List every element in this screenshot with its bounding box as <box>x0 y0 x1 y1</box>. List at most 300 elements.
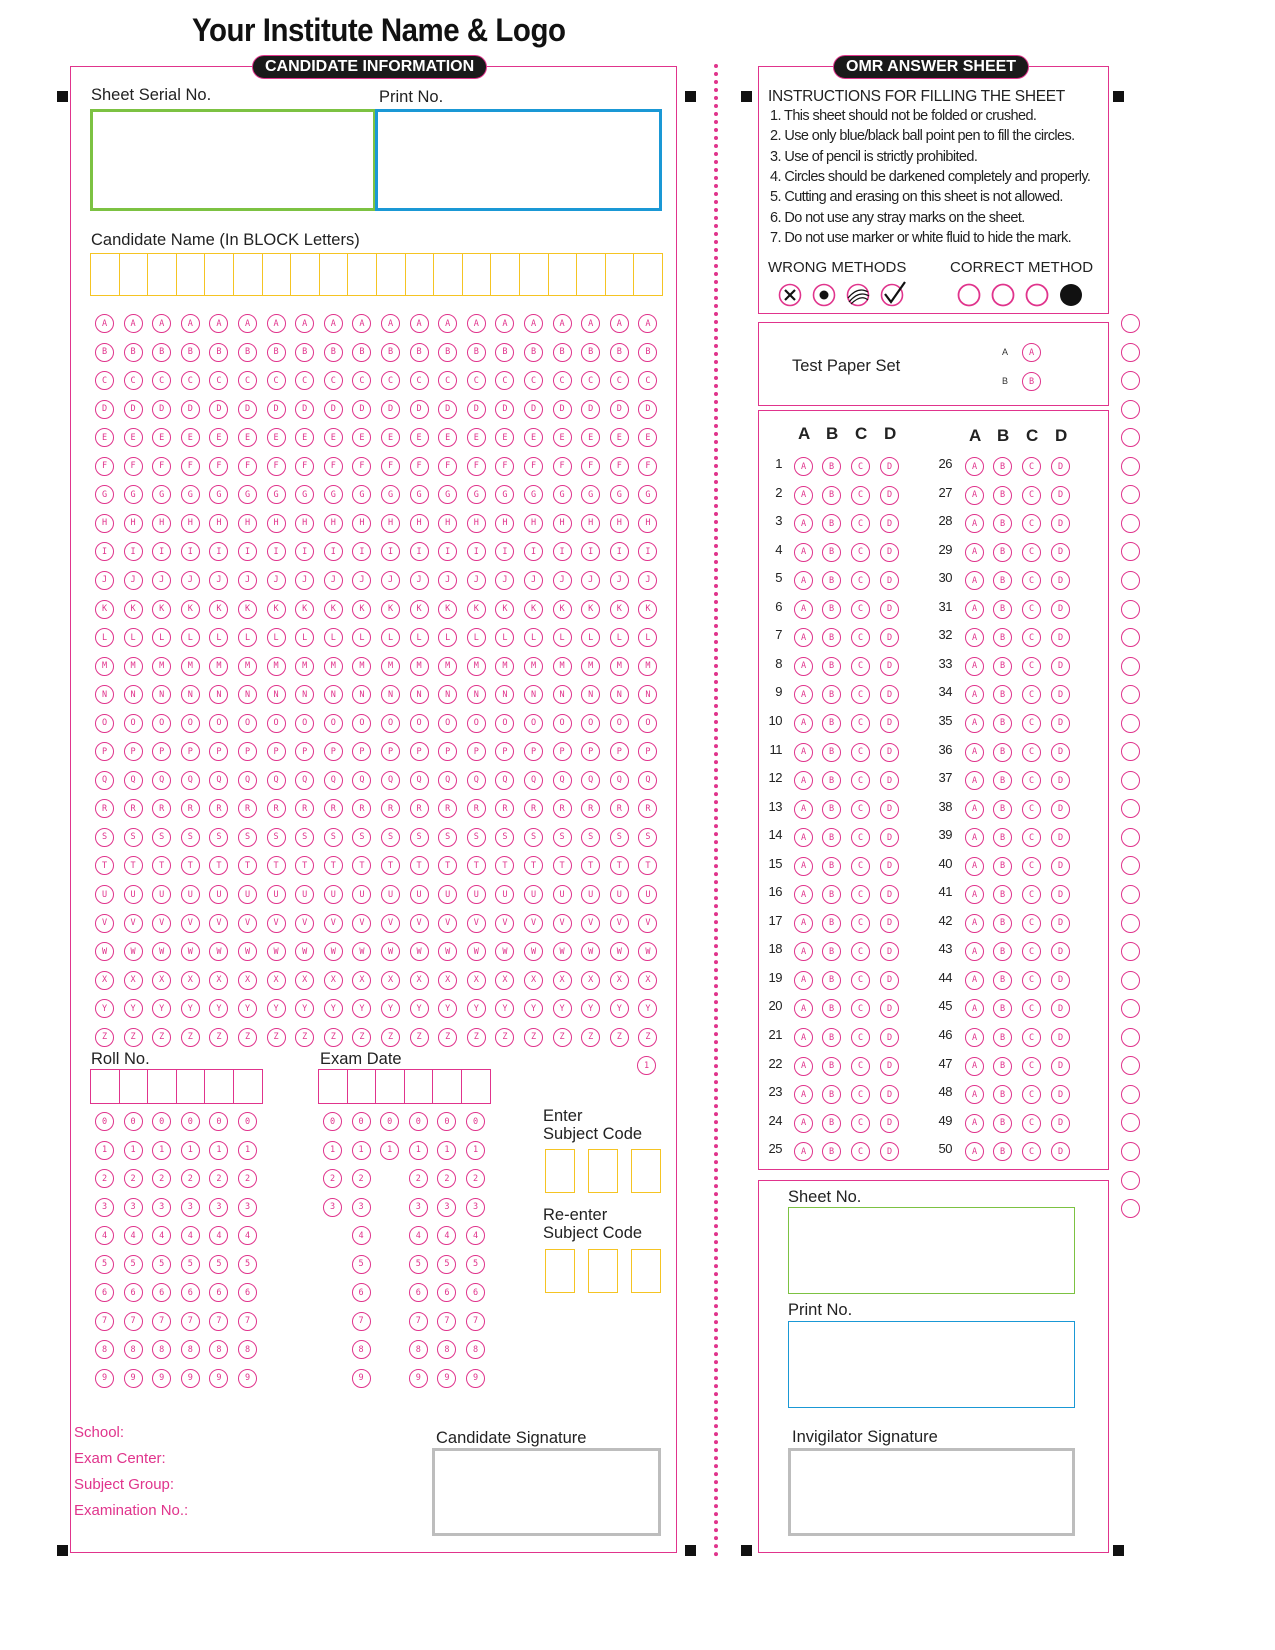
answer-bubble[interactable]: C <box>851 828 870 847</box>
name-bubble[interactable]: U <box>152 885 171 904</box>
name-bubble[interactable]: M <box>438 657 457 676</box>
date-bubble[interactable]: 9 <box>352 1369 371 1388</box>
subject-code-box[interactable] <box>588 1149 618 1193</box>
name-bubble[interactable]: Y <box>495 999 514 1018</box>
name-bubble[interactable]: M <box>553 657 572 676</box>
name-bubble[interactable]: B <box>381 343 400 362</box>
answer-bubble[interactable]: A <box>794 828 813 847</box>
name-bubble[interactable]: W <box>467 942 486 961</box>
name-bubble[interactable]: C <box>467 371 486 390</box>
name-bubble[interactable]: V <box>324 914 343 933</box>
date-bubble[interactable]: 9 <box>437 1369 456 1388</box>
answer-bubble[interactable]: B <box>993 1085 1012 1104</box>
answer-bubble[interactable]: A <box>794 571 813 590</box>
name-bubble[interactable]: X <box>410 971 429 990</box>
name-bubble[interactable]: A <box>638 314 657 333</box>
answer-bubble[interactable]: C <box>851 999 870 1018</box>
date-bubble[interactable]: 4 <box>409 1226 428 1245</box>
name-bubble[interactable]: J <box>152 571 171 590</box>
name-bubble[interactable]: F <box>495 457 514 476</box>
name-bubble[interactable]: E <box>152 428 171 447</box>
answer-bubble[interactable]: C <box>1022 1142 1041 1161</box>
date-bubble[interactable]: 8 <box>409 1340 428 1359</box>
name-bubble[interactable]: R <box>124 799 143 818</box>
answer-bubble[interactable]: A <box>794 486 813 505</box>
name-bubble[interactable]: O <box>495 714 514 733</box>
answer-bubble[interactable]: D <box>1051 685 1070 704</box>
roll-bubble[interactable]: 6 <box>124 1283 143 1302</box>
roll-bubble[interactable]: 7 <box>181 1312 200 1331</box>
name-bubble[interactable]: U <box>267 885 286 904</box>
name-letter-box[interactable] <box>262 253 292 296</box>
name-bubble[interactable]: F <box>352 457 371 476</box>
answer-bubble[interactable]: B <box>822 1142 841 1161</box>
roll-bubble[interactable]: 2 <box>152 1169 171 1188</box>
name-bubble[interactable]: H <box>495 514 514 533</box>
name-bubble[interactable]: B <box>352 343 371 362</box>
name-bubble[interactable]: V <box>238 914 257 933</box>
date-bubble[interactable]: 4 <box>437 1226 456 1245</box>
answer-bubble[interactable]: B <box>993 1028 1012 1047</box>
name-bubble[interactable]: L <box>352 628 371 647</box>
date-bubble[interactable]: 8 <box>466 1340 485 1359</box>
name-bubble[interactable]: D <box>495 400 514 419</box>
name-bubble[interactable]: B <box>324 343 343 362</box>
name-bubble[interactable]: L <box>152 628 171 647</box>
name-bubble[interactable]: O <box>209 714 228 733</box>
name-bubble[interactable]: M <box>581 657 600 676</box>
name-bubble[interactable]: T <box>209 856 228 875</box>
name-bubble[interactable]: Q <box>95 771 114 790</box>
date-bubble[interactable]: 1 <box>323 1141 342 1160</box>
name-bubble[interactable]: N <box>209 685 228 704</box>
roll-bubble[interactable]: 0 <box>124 1112 143 1131</box>
name-bubble[interactable]: R <box>295 799 314 818</box>
answer-bubble[interactable]: D <box>1051 543 1070 562</box>
roll-digit-box[interactable] <box>176 1069 206 1104</box>
answer-bubble[interactable]: C <box>1022 771 1041 790</box>
roll-bubble[interactable]: 2 <box>95 1169 114 1188</box>
name-bubble[interactable]: T <box>381 856 400 875</box>
roll-digit-box[interactable] <box>233 1069 263 1104</box>
answer-bubble[interactable]: A <box>794 857 813 876</box>
name-bubble[interactable]: R <box>581 799 600 818</box>
name-bubble[interactable]: A <box>295 314 314 333</box>
name-bubble[interactable]: C <box>410 371 429 390</box>
name-bubble[interactable]: E <box>638 428 657 447</box>
name-bubble[interactable]: D <box>124 400 143 419</box>
name-bubble[interactable]: H <box>95 514 114 533</box>
name-bubble[interactable]: Z <box>324 1028 343 1047</box>
answer-bubble[interactable]: D <box>1051 999 1070 1018</box>
answer-bubble[interactable]: D <box>1051 1085 1070 1104</box>
name-bubble[interactable]: W <box>238 942 257 961</box>
name-bubble[interactable]: W <box>581 942 600 961</box>
answer-bubble[interactable]: B <box>993 685 1012 704</box>
name-bubble[interactable]: G <box>524 485 543 504</box>
answer-bubble[interactable]: C <box>1022 514 1041 533</box>
sheet-serial-box[interactable] <box>90 109 376 211</box>
name-bubble[interactable]: V <box>467 914 486 933</box>
answer-bubble[interactable]: C <box>851 1057 870 1076</box>
answer-bubble[interactable]: B <box>822 800 841 819</box>
name-bubble[interactable]: K <box>495 600 514 619</box>
name-bubble[interactable]: Z <box>238 1028 257 1047</box>
name-letter-box[interactable] <box>405 253 435 296</box>
name-bubble[interactable]: G <box>410 485 429 504</box>
roll-bubble[interactable]: 0 <box>181 1112 200 1131</box>
name-bubble[interactable]: H <box>209 514 228 533</box>
name-bubble[interactable]: K <box>438 600 457 619</box>
name-bubble[interactable]: Z <box>352 1028 371 1047</box>
answer-bubble[interactable]: D <box>1051 800 1070 819</box>
name-bubble[interactable]: C <box>610 371 629 390</box>
roll-bubble[interactable]: 0 <box>95 1112 114 1131</box>
date-bubble[interactable]: 3 <box>409 1198 428 1217</box>
name-bubble[interactable]: S <box>324 828 343 847</box>
subject-code-box[interactable] <box>545 1149 575 1193</box>
name-bubble[interactable]: H <box>295 514 314 533</box>
name-letter-box[interactable] <box>176 253 206 296</box>
name-bubble[interactable]: M <box>524 657 543 676</box>
answer-bubble[interactable]: D <box>880 914 899 933</box>
name-bubble[interactable]: S <box>352 828 371 847</box>
answer-bubble[interactable]: A <box>794 885 813 904</box>
name-bubble[interactable]: P <box>524 742 543 761</box>
name-bubble[interactable]: L <box>381 628 400 647</box>
answer-bubble[interactable]: B <box>822 914 841 933</box>
name-bubble[interactable]: Y <box>181 999 200 1018</box>
answer-bubble[interactable]: D <box>1051 600 1070 619</box>
name-bubble[interactable]: Y <box>124 999 143 1018</box>
answer-bubble[interactable]: C <box>851 657 870 676</box>
name-bubble[interactable]: B <box>181 343 200 362</box>
name-bubble[interactable]: P <box>267 742 286 761</box>
answer-bubble[interactable]: A <box>794 1085 813 1104</box>
name-bubble[interactable]: O <box>324 714 343 733</box>
name-bubble[interactable]: K <box>467 600 486 619</box>
name-bubble[interactable]: M <box>381 657 400 676</box>
name-bubble[interactable]: B <box>267 343 286 362</box>
name-bubble[interactable]: R <box>238 799 257 818</box>
name-bubble[interactable]: M <box>352 657 371 676</box>
answer-bubble[interactable]: D <box>880 971 899 990</box>
name-bubble[interactable]: S <box>438 828 457 847</box>
name-bubble[interactable]: F <box>381 457 400 476</box>
name-bubble[interactable]: H <box>638 514 657 533</box>
answer-bubble[interactable]: C <box>851 685 870 704</box>
roll-digit-box[interactable] <box>90 1069 120 1104</box>
name-bubble[interactable]: M <box>467 657 486 676</box>
name-letter-box[interactable] <box>147 253 177 296</box>
name-bubble[interactable]: V <box>152 914 171 933</box>
date-bubble[interactable]: 3 <box>352 1198 371 1217</box>
name-bubble[interactable]: Q <box>324 771 343 790</box>
name-bubble[interactable]: E <box>581 428 600 447</box>
name-bubble[interactable]: D <box>438 400 457 419</box>
answer-bubble[interactable]: B <box>993 800 1012 819</box>
name-bubble[interactable]: V <box>524 914 543 933</box>
name-bubble[interactable]: I <box>381 542 400 561</box>
name-bubble[interactable]: X <box>238 971 257 990</box>
answer-bubble[interactable]: B <box>993 1114 1012 1133</box>
roll-bubble[interactable]: 9 <box>209 1369 228 1388</box>
name-bubble[interactable]: X <box>324 971 343 990</box>
name-bubble[interactable]: Q <box>495 771 514 790</box>
answer-bubble[interactable]: B <box>993 457 1012 476</box>
name-bubble[interactable]: C <box>181 371 200 390</box>
name-bubble[interactable]: X <box>495 971 514 990</box>
name-bubble[interactable]: P <box>438 742 457 761</box>
answer-bubble[interactable]: C <box>1022 1085 1041 1104</box>
name-bubble[interactable]: M <box>495 657 514 676</box>
answer-bubble[interactable]: A <box>794 514 813 533</box>
name-bubble[interactable]: Z <box>581 1028 600 1047</box>
roll-bubble[interactable]: 6 <box>95 1283 114 1302</box>
name-bubble[interactable]: N <box>381 685 400 704</box>
name-bubble[interactable]: Q <box>410 771 429 790</box>
name-bubble[interactable]: X <box>438 971 457 990</box>
answer-bubble[interactable]: B <box>822 1114 841 1133</box>
answer-bubble[interactable]: C <box>851 971 870 990</box>
name-bubble[interactable]: U <box>467 885 486 904</box>
name-bubble[interactable]: F <box>581 457 600 476</box>
name-bubble[interactable]: G <box>610 485 629 504</box>
name-bubble[interactable]: D <box>95 400 114 419</box>
name-bubble[interactable]: R <box>152 799 171 818</box>
answer-bubble[interactable]: C <box>1022 628 1041 647</box>
date-bubble[interactable]: 5 <box>437 1255 456 1274</box>
answer-bubble[interactable]: B <box>993 771 1012 790</box>
name-bubble[interactable]: D <box>324 400 343 419</box>
name-letter-box[interactable] <box>376 253 406 296</box>
name-bubble[interactable]: S <box>95 828 114 847</box>
name-bubble[interactable]: O <box>181 714 200 733</box>
name-bubble[interactable]: J <box>495 571 514 590</box>
name-bubble[interactable]: C <box>152 371 171 390</box>
date-digit-box[interactable] <box>461 1069 491 1104</box>
answer-bubble[interactable]: D <box>880 1057 899 1076</box>
name-bubble[interactable]: M <box>610 657 629 676</box>
date-bubble[interactable]: 8 <box>437 1340 456 1359</box>
name-bubble[interactable]: F <box>553 457 572 476</box>
name-bubble[interactable]: K <box>381 600 400 619</box>
name-bubble[interactable]: F <box>610 457 629 476</box>
name-bubble[interactable]: P <box>152 742 171 761</box>
name-bubble[interactable]: R <box>381 799 400 818</box>
name-bubble[interactable]: U <box>181 885 200 904</box>
sheet-no-box[interactable] <box>788 1207 1075 1294</box>
name-bubble[interactable]: Q <box>610 771 629 790</box>
name-bubble[interactable]: F <box>638 457 657 476</box>
name-bubble[interactable]: G <box>553 485 572 504</box>
answer-bubble[interactable]: C <box>851 600 870 619</box>
answer-bubble[interactable]: C <box>1022 999 1041 1018</box>
roll-bubble[interactable]: 3 <box>181 1198 200 1217</box>
name-bubble[interactable]: I <box>181 542 200 561</box>
omr-print-no-box[interactable] <box>788 1321 1075 1408</box>
name-bubble[interactable]: N <box>467 685 486 704</box>
name-bubble[interactable]: J <box>610 571 629 590</box>
name-bubble[interactable]: E <box>352 428 371 447</box>
answer-bubble[interactable]: D <box>880 885 899 904</box>
answer-bubble[interactable]: D <box>880 942 899 961</box>
date-digit-box[interactable] <box>432 1069 462 1104</box>
name-bubble[interactable]: Q <box>295 771 314 790</box>
name-bubble[interactable]: G <box>438 485 457 504</box>
invigilator-signature-box[interactable] <box>788 1448 1075 1536</box>
name-bubble[interactable]: V <box>581 914 600 933</box>
name-bubble[interactable]: T <box>295 856 314 875</box>
roll-bubble[interactable]: 1 <box>152 1141 171 1160</box>
answer-bubble[interactable]: B <box>993 543 1012 562</box>
answer-bubble[interactable]: A <box>965 628 984 647</box>
answer-bubble[interactable]: C <box>851 942 870 961</box>
roll-bubble[interactable]: 4 <box>209 1226 228 1245</box>
name-bubble[interactable]: C <box>524 371 543 390</box>
name-bubble[interactable]: S <box>381 828 400 847</box>
answer-bubble[interactable]: B <box>822 999 841 1018</box>
name-letter-box[interactable] <box>433 253 463 296</box>
name-letter-box[interactable] <box>290 253 320 296</box>
name-bubble[interactable]: Q <box>209 771 228 790</box>
name-bubble[interactable]: Z <box>638 1028 657 1047</box>
name-bubble[interactable]: G <box>267 485 286 504</box>
name-bubble[interactable]: L <box>95 628 114 647</box>
name-bubble[interactable]: R <box>209 799 228 818</box>
answer-bubble[interactable]: D <box>880 771 899 790</box>
date-bubble[interactable]: 0 <box>466 1112 485 1131</box>
name-bubble[interactable]: Q <box>124 771 143 790</box>
name-bubble[interactable]: R <box>638 799 657 818</box>
name-bubble[interactable]: Q <box>467 771 486 790</box>
date-bubble[interactable]: 5 <box>352 1255 371 1274</box>
name-bubble[interactable]: T <box>610 856 629 875</box>
name-bubble[interactable]: O <box>610 714 629 733</box>
name-bubble[interactable]: P <box>209 742 228 761</box>
answer-bubble[interactable]: A <box>794 743 813 762</box>
answer-bubble[interactable]: A <box>794 457 813 476</box>
name-bubble[interactable]: H <box>581 514 600 533</box>
answer-bubble[interactable]: A <box>794 800 813 819</box>
answer-bubble[interactable]: B <box>993 942 1012 961</box>
answer-bubble[interactable]: C <box>851 1085 870 1104</box>
answer-bubble[interactable]: C <box>1022 743 1041 762</box>
name-bubble[interactable]: T <box>553 856 572 875</box>
name-bubble[interactable]: H <box>410 514 429 533</box>
name-bubble[interactable]: O <box>581 714 600 733</box>
set-a-bubble[interactable]: A <box>1022 343 1041 362</box>
name-bubble[interactable]: E <box>495 428 514 447</box>
roll-bubble[interactable]: 1 <box>209 1141 228 1160</box>
name-bubble[interactable]: O <box>553 714 572 733</box>
name-bubble[interactable]: G <box>95 485 114 504</box>
answer-bubble[interactable]: A <box>965 914 984 933</box>
answer-bubble[interactable]: D <box>880 571 899 590</box>
name-bubble[interactable]: W <box>524 942 543 961</box>
answer-bubble[interactable]: A <box>794 999 813 1018</box>
name-bubble[interactable]: B <box>152 343 171 362</box>
name-bubble[interactable]: F <box>124 457 143 476</box>
name-bubble[interactable]: S <box>238 828 257 847</box>
name-bubble[interactable]: S <box>553 828 572 847</box>
answer-bubble[interactable]: A <box>794 1114 813 1133</box>
date-bubble[interactable]: 9 <box>409 1369 428 1388</box>
answer-bubble[interactable]: A <box>794 971 813 990</box>
roll-bubble[interactable]: 5 <box>238 1255 257 1274</box>
name-bubble[interactable]: G <box>324 485 343 504</box>
name-bubble[interactable]: Y <box>524 999 543 1018</box>
name-bubble[interactable]: F <box>209 457 228 476</box>
name-bubble[interactable]: O <box>410 714 429 733</box>
name-letter-box[interactable] <box>462 253 492 296</box>
answer-bubble[interactable]: D <box>1051 457 1070 476</box>
answer-bubble[interactable]: C <box>1022 800 1041 819</box>
name-bubble[interactable]: A <box>352 314 371 333</box>
name-bubble[interactable]: Z <box>152 1028 171 1047</box>
name-bubble[interactable]: X <box>553 971 572 990</box>
answer-bubble[interactable]: C <box>851 885 870 904</box>
name-bubble[interactable]: A <box>124 314 143 333</box>
answer-bubble[interactable]: B <box>993 999 1012 1018</box>
name-bubble[interactable]: X <box>95 971 114 990</box>
name-bubble[interactable]: V <box>209 914 228 933</box>
name-bubble[interactable]: X <box>152 971 171 990</box>
name-letter-box[interactable] <box>347 253 377 296</box>
subject-code-box[interactable] <box>631 1149 661 1193</box>
name-bubble[interactable]: A <box>467 314 486 333</box>
answer-bubble[interactable]: D <box>880 685 899 704</box>
name-bubble[interactable]: P <box>324 742 343 761</box>
name-bubble[interactable]: M <box>124 657 143 676</box>
answer-bubble[interactable]: D <box>1051 486 1070 505</box>
roll-bubble[interactable]: 3 <box>95 1198 114 1217</box>
name-bubble[interactable]: V <box>352 914 371 933</box>
name-bubble[interactable]: A <box>581 314 600 333</box>
name-bubble[interactable]: Y <box>581 999 600 1018</box>
date-digit-box[interactable] <box>347 1069 377 1104</box>
name-bubble[interactable]: R <box>410 799 429 818</box>
answer-bubble[interactable]: D <box>880 543 899 562</box>
name-bubble[interactable]: D <box>381 400 400 419</box>
answer-bubble[interactable]: A <box>794 1057 813 1076</box>
name-bubble[interactable]: G <box>152 485 171 504</box>
roll-bubble[interactable]: 0 <box>209 1112 228 1131</box>
name-bubble[interactable]: I <box>352 542 371 561</box>
name-bubble[interactable]: A <box>238 314 257 333</box>
name-bubble[interactable]: K <box>181 600 200 619</box>
name-bubble[interactable]: L <box>124 628 143 647</box>
answer-bubble[interactable]: A <box>965 1114 984 1133</box>
answer-bubble[interactable]: A <box>965 457 984 476</box>
name-bubble[interactable]: Y <box>152 999 171 1018</box>
name-bubble[interactable]: J <box>467 571 486 590</box>
name-bubble[interactable]: E <box>295 428 314 447</box>
name-bubble[interactable]: S <box>152 828 171 847</box>
name-bubble[interactable]: Y <box>381 999 400 1018</box>
answer-bubble[interactable]: C <box>851 743 870 762</box>
roll-bubble[interactable]: 7 <box>152 1312 171 1331</box>
name-bubble[interactable]: Y <box>638 999 657 1018</box>
name-bubble[interactable]: O <box>524 714 543 733</box>
date-bubble[interactable]: 1 <box>466 1141 485 1160</box>
name-bubble[interactable]: L <box>209 628 228 647</box>
answer-bubble[interactable]: C <box>851 857 870 876</box>
name-bubble[interactable]: H <box>267 514 286 533</box>
name-bubble[interactable]: X <box>124 971 143 990</box>
name-bubble[interactable]: S <box>181 828 200 847</box>
name-bubble[interactable]: E <box>438 428 457 447</box>
